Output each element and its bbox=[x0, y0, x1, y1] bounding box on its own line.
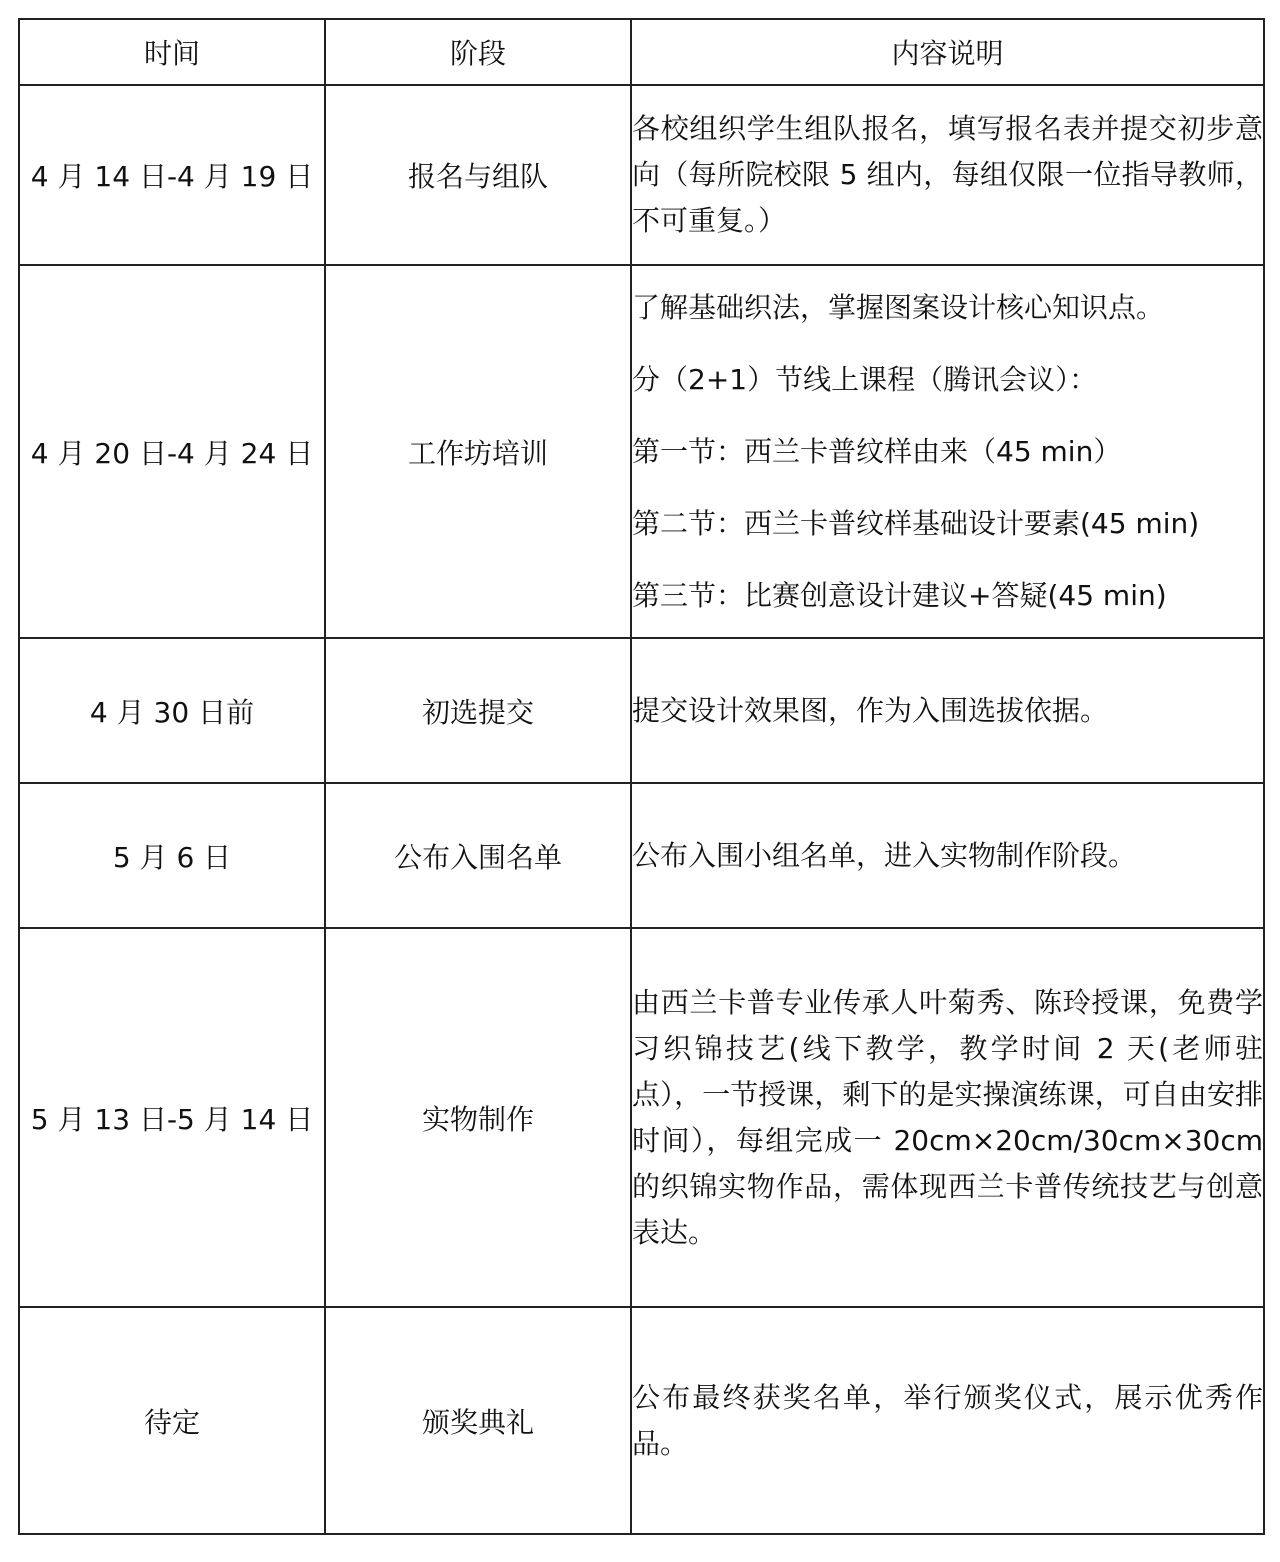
table-row bbox=[19, 1307, 1264, 1534]
cell-description: 由西兰卡普专业传承人叶菊秀、陈玲授课，免费学习织锦技艺(线下教学，教学时间 2 天(老师驻点），一节授课，剩下的是实操演练课，可自由安排时间），每组完成一 20cm×20cm/30cm×30cm 的织锦实物作品，需体现西兰卡普传统技艺与创意表达。 bbox=[631, 928, 1264, 1307]
cell-time: 5 月 13 日-5 月 14 日 bbox=[19, 928, 325, 1307]
table-header-row bbox=[19, 19, 1264, 85]
description-line: 第一节：西兰卡普纹样由来（45 min） bbox=[632, 434, 1122, 468]
cell-stage: 工作坊培训 bbox=[325, 265, 631, 638]
cell-time: 4 月 14 日-4 月 19 日 bbox=[19, 85, 325, 265]
description-line: 了解基础织法，掌握图案设计核心知识点。 bbox=[632, 290, 1165, 324]
cell-description: 公布最终获奖名单，举行颁奖仪式，展示优秀作品。 bbox=[631, 1307, 1264, 1534]
cell-stage: 实物制作 bbox=[325, 928, 631, 1307]
description-line: 分（2+1）节线上课程（腾讯会议）： bbox=[632, 362, 1098, 396]
table-row bbox=[19, 85, 1264, 265]
cell-time: 4 月 20 日-4 月 24 日 bbox=[19, 265, 325, 638]
cell-stage: 颁奖典礼 bbox=[325, 1307, 631, 1534]
cell-description bbox=[631, 265, 1264, 638]
header-time: 时间 bbox=[19, 19, 325, 85]
cell-description: 公布入围小组名单，进入实物制作阶段。 bbox=[631, 783, 1264, 928]
description-line: 第三节：比赛创意设计建议+答疑(45 min) bbox=[632, 578, 1167, 612]
table-row bbox=[19, 265, 1264, 638]
cell-stage: 初选提交 bbox=[325, 638, 631, 783]
table-row bbox=[19, 638, 1264, 783]
cell-description: 提交设计效果图，作为入围选拔依据。 bbox=[631, 638, 1264, 783]
cell-stage: 报名与组队 bbox=[325, 85, 631, 265]
table-row bbox=[19, 783, 1264, 928]
schedule-table bbox=[18, 18, 1265, 1535]
table-row bbox=[19, 928, 1264, 1307]
header-stage: 阶段 bbox=[325, 19, 631, 85]
description-line: 第二节：西兰卡普纹样基础设计要素(45 min) bbox=[632, 506, 1200, 540]
cell-time: 5 月 6 日 bbox=[19, 783, 325, 928]
cell-description: 各校组织学生组队报名，填写报名表并提交初步意向（每所院校限 5 组内，每组仅限一位指导教师，不可重复。） bbox=[631, 85, 1264, 265]
header-description: 内容说明 bbox=[631, 19, 1264, 85]
cell-time: 4 月 30 日前 bbox=[19, 638, 325, 783]
cell-time: 待定 bbox=[19, 1307, 325, 1534]
cell-stage: 公布入围名单 bbox=[325, 783, 631, 928]
